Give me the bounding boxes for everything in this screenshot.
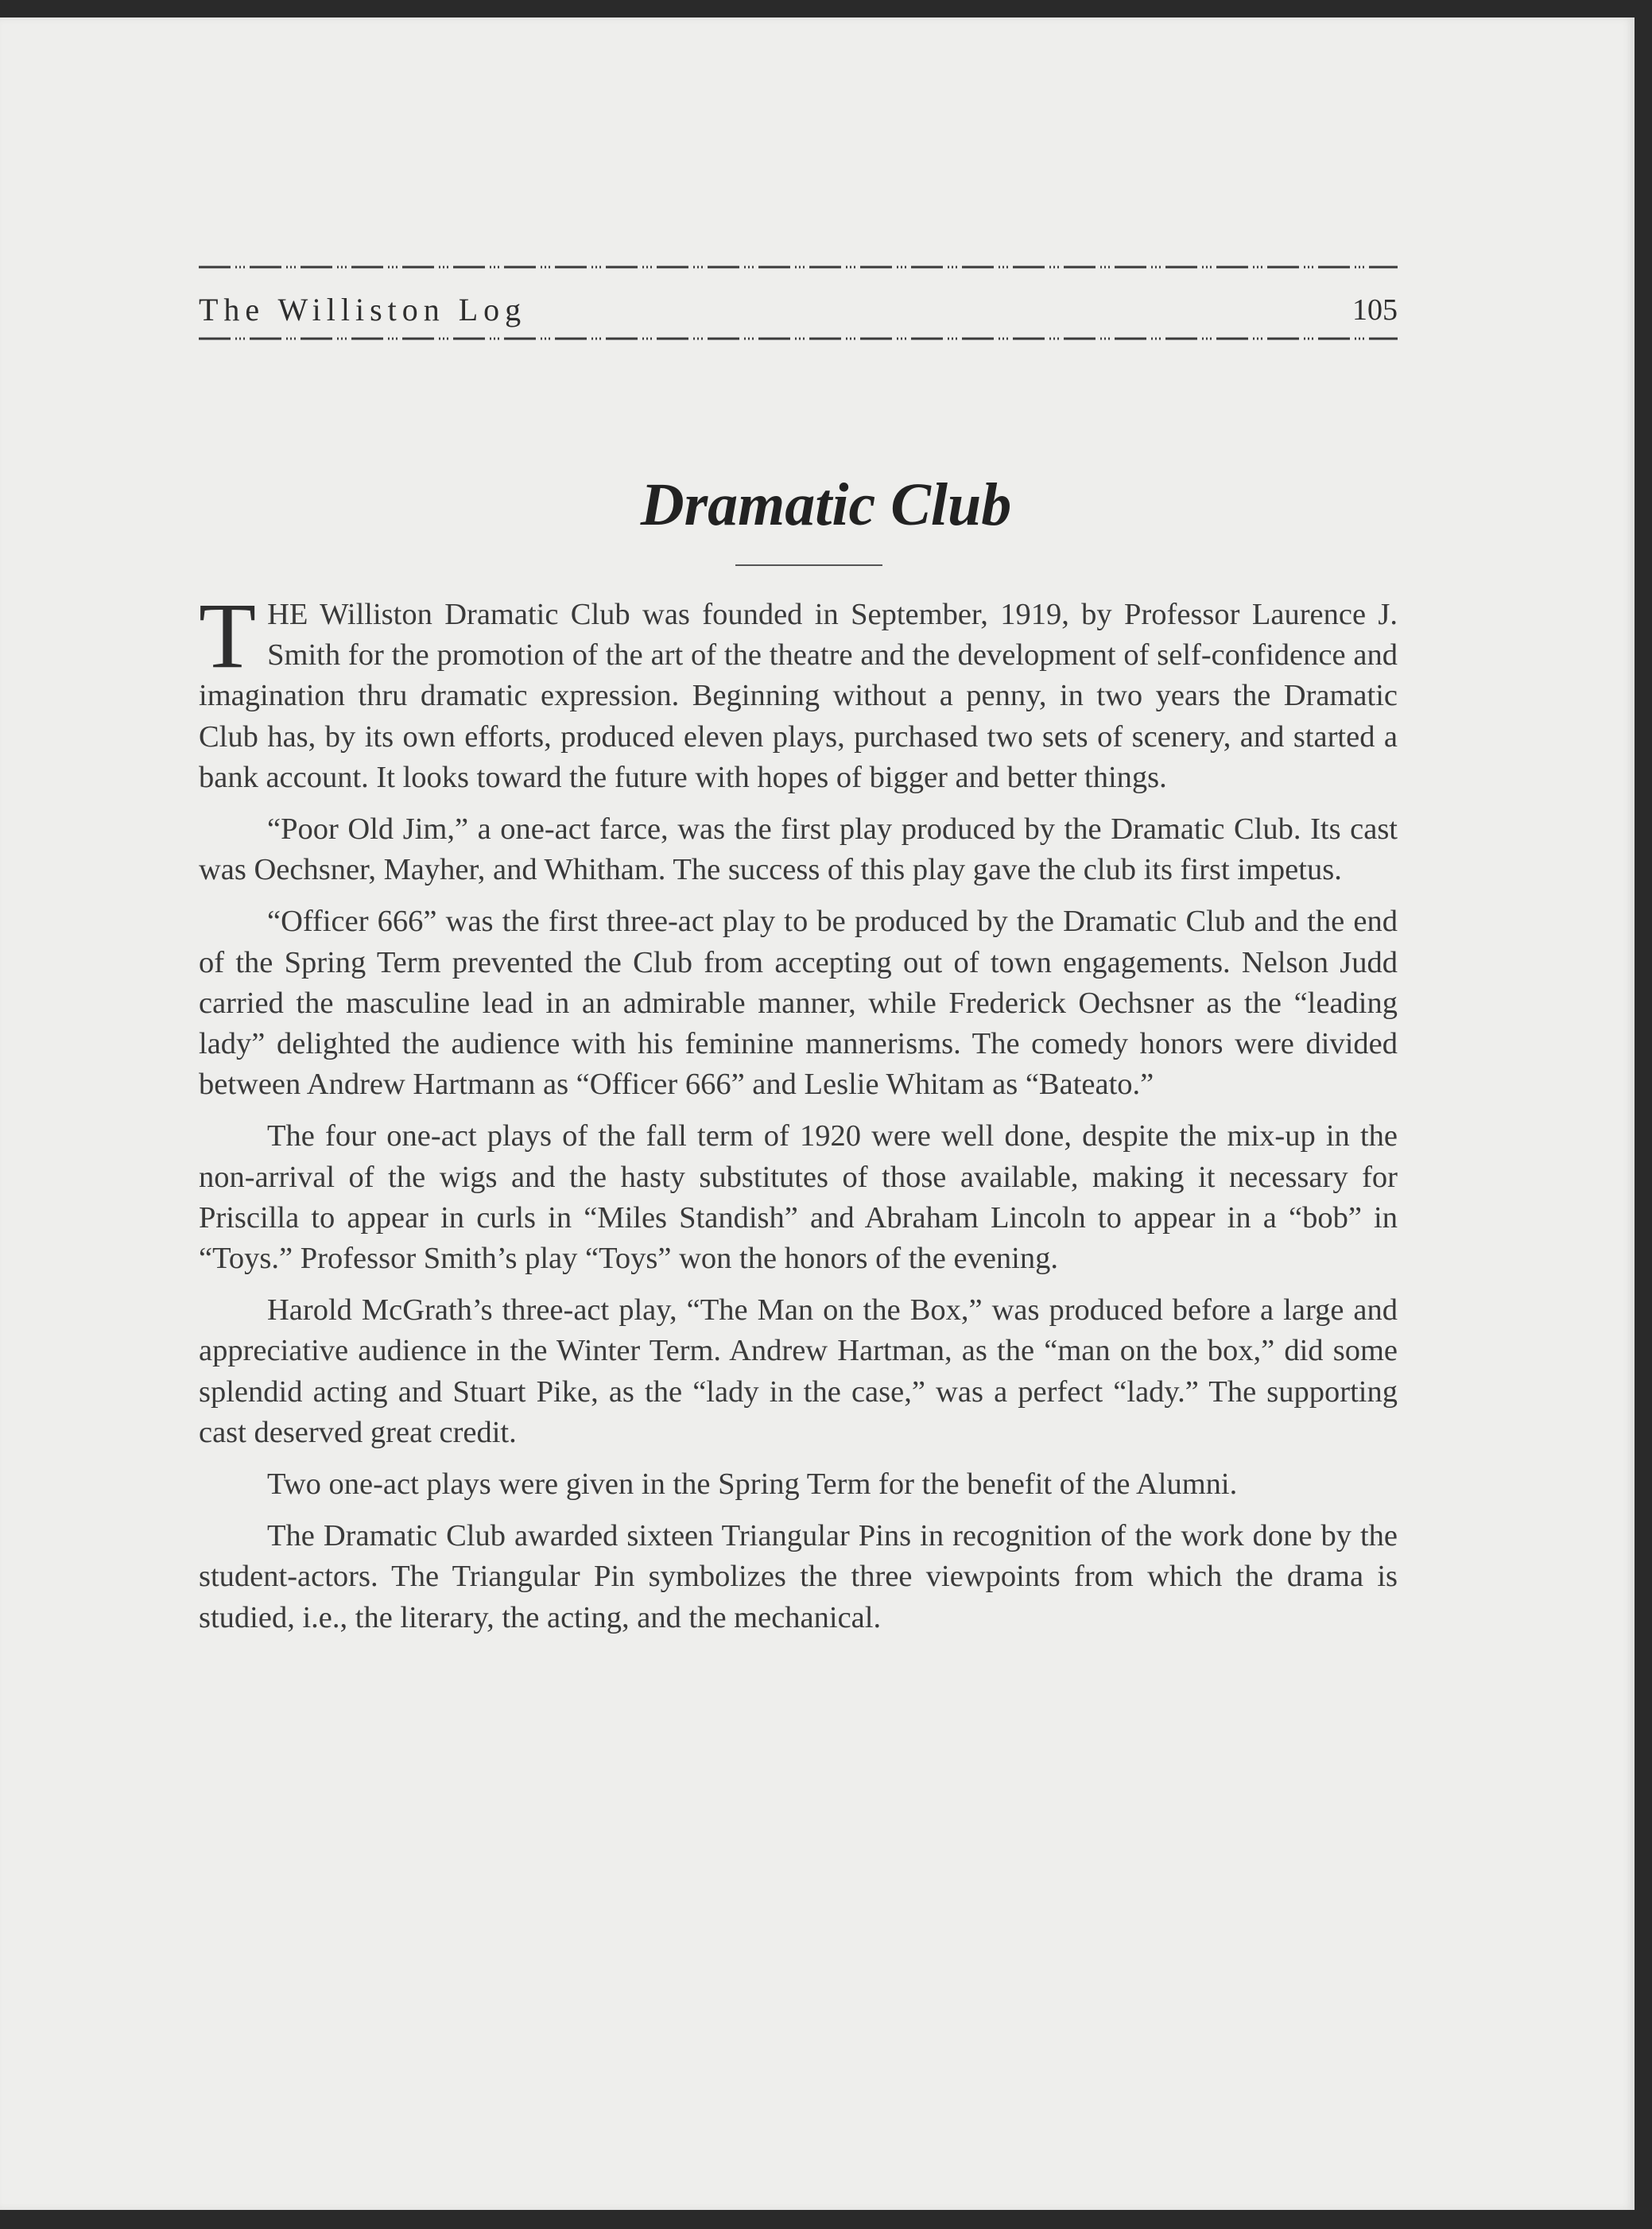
running-head <box>199 288 1398 335</box>
running-title: The Williston Log <box>199 292 527 328</box>
header-top-rule <box>199 264 1398 270</box>
paragraph-7: The Dramatic Club awarded sixteen Triangular Pins in recognition of the work done by the student-actors. The Triangular Pin symbolizes the three viewpoints from which the drama is studied, i.e., the literary, the acting, and the mechanical. <box>199 1519 1398 1634</box>
paragraph-1-text: HE Williston Dramatic Club was founded in September, 1919, by Professor Laurence J. Smith for the promotion of the art of the theatre and the development of self-confidence and imagination thru dramatic expression. Beginning without a penny, in two years the Dramatic Club has, by its own efforts, produced eleven plays, purchased two sets of scenery, and started a bank account. It looks toward the future with hopes of bigger and better things. <box>199 598 1398 794</box>
paragraph-2: “Poor Old Jim,” a one-act farce, was the first play produced by the Dramatic Club. Its cast was Oechsner, Mayher, and Whitham. The success of this play gave the club its first impetus. <box>199 812 1398 887</box>
title-divider <box>735 564 882 566</box>
drop-cap: T <box>199 583 257 688</box>
article-body <box>199 583 1398 1649</box>
paragraph-3: “Officer 666” was the first three-act play to be produced by the Dramatic Club and the end of the Spring Term prevented the Club from accepting out of town engagements. Nelson Judd carried the masculine lead in an admirable manner, while Frederick Oechsner as the “leading lady” delighted the audience with his feminine mannerisms. The comedy honors were divided between Andrew Hartmann as “Officer 666” and Leslie Whitam as “Bateato.” <box>199 905 1398 1102</box>
article-title: Dramatic Club <box>640 471 1012 538</box>
paragraph-4: The four one-act plays of the fall term of 1920 were well done, despite the mix-up in the non-arrival of the wigs and the hasty substitutes of those available, making it necessary for Priscilla to appear in curls in “Miles Standish” and Abraham Lincoln to appear in a “bob” in “Toys.” Professor Smith’s play “Toys” won the honors of the evening. <box>199 1119 1398 1276</box>
paragraph-5: Harold McGrath’s three-act play, “The Man on the Box,” was produced before a large and appreciative audience in the Winter Term. Andrew Hartman, as the “man on the box,” did some splendid acting and Stuart Pike, as the “lady in the case,” was a perfect “lady.” The supporting cast deserved great credit. <box>199 1293 1398 1449</box>
page-number: 105 <box>1352 293 1398 327</box>
paragraph-1 <box>199 583 1398 798</box>
paragraph-6: Two one-act plays were given in the Spring Term for the benefit of the Alumni. <box>267 1467 1238 1502</box>
header-bottom-rule <box>199 335 1398 342</box>
